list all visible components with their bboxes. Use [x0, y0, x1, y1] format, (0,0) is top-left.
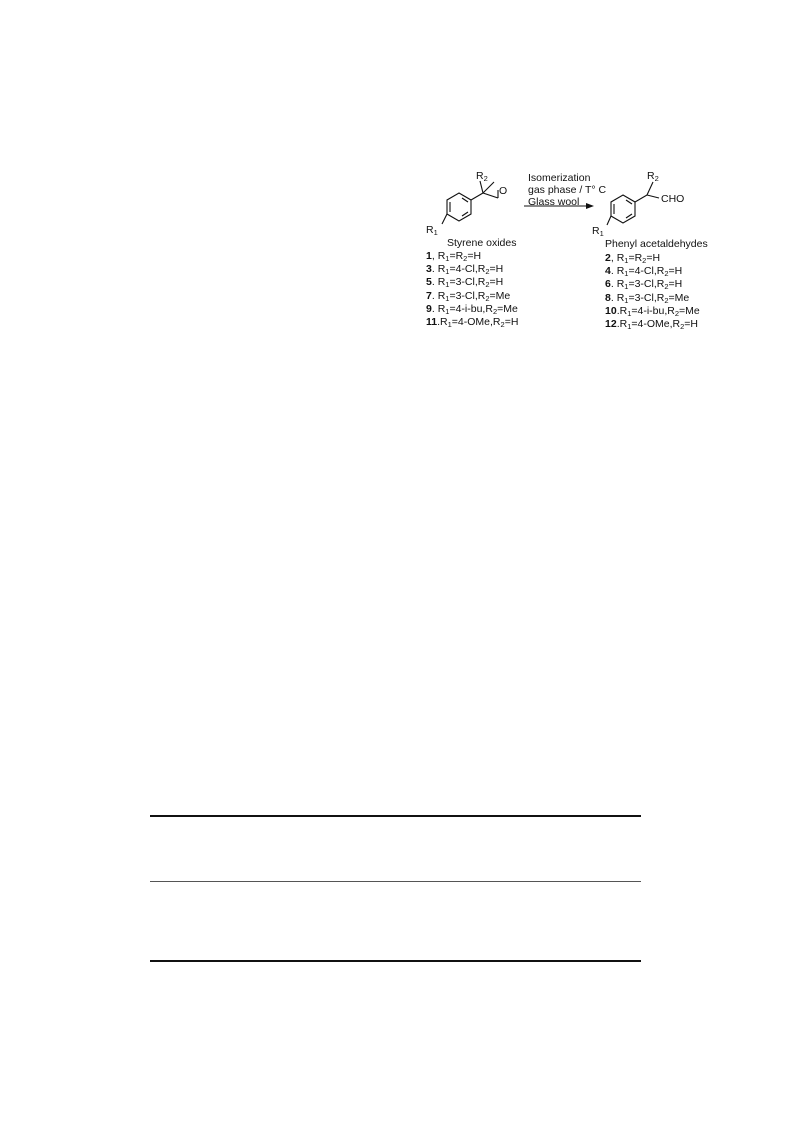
compound-text: =H [489, 263, 504, 276]
compound-subscript: 1 [445, 267, 450, 277]
compound-subscript: 2 [680, 321, 685, 331]
compound-text: =4-i-bu,R [631, 304, 675, 317]
compound-separator: , [610, 252, 617, 264]
compound-number: 12 [605, 317, 617, 330]
compound-text: =R [628, 252, 643, 264]
compound-text: =H [467, 250, 482, 262]
compound-text: R [616, 265, 625, 278]
compound-separator: . [610, 291, 617, 304]
compound-subscript: 1 [445, 293, 450, 303]
compound-number: 10 [605, 304, 617, 317]
product-r1-bond [607, 216, 611, 225]
compound-entry [426, 263, 518, 276]
compound-text: R [619, 304, 628, 317]
table-bottom-rule [150, 960, 641, 962]
compound-subscript: 2 [500, 319, 505, 329]
compound-subscript: 1 [445, 306, 450, 316]
product-benzene-ring [611, 195, 635, 223]
compound-separator: . [431, 276, 438, 289]
product-class-label: Phenyl acetaldehydes [605, 238, 708, 250]
compound-entry [426, 316, 518, 329]
compound-text: R [619, 317, 628, 330]
compound-text: =Me [679, 304, 700, 317]
compound-separator: . [616, 304, 620, 317]
compound-separator: . [616, 317, 620, 330]
compound-text: =H [684, 317, 698, 330]
reactant-r1-label: $R_1$ [426, 224, 438, 237]
compound-text: R [616, 278, 625, 291]
compound-number: 5 [426, 276, 432, 289]
compound-text: =4-OMe,R [451, 315, 501, 328]
compound-text: =Me [489, 289, 511, 302]
compound-number: 1 [426, 250, 432, 262]
compound-separator: . [610, 265, 617, 278]
compound-text: =4-OMe,R [631, 317, 681, 330]
condition-line-3: Glass wool [528, 196, 580, 208]
compound-text: R [440, 315, 448, 328]
reaction-scheme [418, 160, 748, 342]
compound-subscript: 2 [485, 293, 490, 303]
compound-text: =3-Cl,R [449, 289, 486, 302]
compound-text: =Me [497, 302, 518, 315]
compound-number: 8 [605, 291, 611, 304]
compound-text: =4-Cl,R [449, 263, 486, 276]
compound-separator: . [437, 315, 441, 328]
compound-text: =3-Cl,R [628, 278, 665, 291]
compound-number: 9 [426, 302, 432, 315]
compound-separator: , [431, 250, 438, 262]
epoxide-oxygen-label: O [499, 185, 508, 197]
compound-separator: . [431, 263, 438, 276]
compound-subscript: 1 [445, 254, 450, 263]
compound-entry [426, 303, 518, 316]
compound-text: R [437, 289, 446, 302]
compound-number: 11 [426, 315, 438, 328]
compound-entry [426, 290, 518, 303]
compound-text: =4-i-bu,R [449, 302, 493, 315]
condition-line-1: Isomerization [528, 172, 591, 184]
compound-text: =4-Cl,R [628, 265, 665, 278]
compound-text: =H [504, 315, 519, 328]
compound-text: =H [668, 265, 683, 278]
condition-line-2: gas phase / T° C [528, 184, 607, 196]
compound-subscript: 1 [445, 280, 450, 290]
compound-text: =R [449, 250, 464, 262]
product-compound-list [605, 252, 700, 331]
compound-subscript: 2 [485, 280, 490, 290]
compound-text: R [437, 250, 446, 262]
reactant-compound-list [426, 250, 518, 329]
compound-text: =H [489, 276, 504, 289]
compound-separator: . [610, 278, 617, 291]
compound-subscript: 1 [627, 308, 632, 318]
reactant-class-label: Styrene oxides [447, 237, 517, 249]
compound-text: R [437, 276, 446, 289]
aldehyde-cho-label: CHO [661, 193, 685, 205]
reactant-benzene-ring [447, 193, 471, 221]
compound-text: =H [668, 278, 683, 291]
product-side-chain [635, 182, 659, 202]
epoxide-ring [471, 181, 498, 200]
compound-text: =Me [668, 291, 690, 304]
compound-entry [426, 250, 518, 263]
compound-entry [605, 278, 700, 291]
reactant-r2-label: $R_2$ [476, 170, 488, 183]
compound-text: =3-Cl,R [628, 291, 665, 304]
compound-entry [426, 276, 518, 289]
compound-subscript: 2 [674, 308, 680, 318]
compound-subscript: 1 [624, 282, 629, 292]
compound-subscript: 2 [664, 282, 669, 292]
compound-subscript: 2 [463, 254, 468, 263]
compound-subscript: 1 [624, 295, 629, 305]
compound-subscript: 2 [485, 267, 490, 277]
compound-entry [605, 318, 700, 331]
compound-entry [605, 265, 700, 278]
compound-entry [605, 292, 700, 305]
compound-separator: . [431, 302, 438, 315]
compound-number: 3 [426, 263, 432, 276]
compound-entry [605, 305, 700, 318]
compound-number: 4 [605, 265, 611, 278]
product-r2-label: $R_2$ [647, 170, 659, 183]
compound-number: 6 [605, 278, 611, 291]
compound-text: R [616, 291, 625, 304]
compound-subscript: 1 [624, 256, 629, 265]
table-top-rule [150, 815, 641, 817]
compound-subscript: 1 [624, 269, 629, 279]
compound-entry [605, 252, 700, 265]
compound-subscript: 2 [664, 295, 669, 305]
product-r1-label: $R_1$ [592, 225, 604, 238]
reactant-r1-bond [442, 214, 447, 224]
compound-text: R [437, 302, 446, 315]
compound-text: =3-Cl,R [449, 276, 486, 289]
compound-separator: . [431, 289, 438, 302]
compound-subscript: 1 [447, 319, 452, 329]
compound-text: =H [646, 252, 661, 264]
compound-text: R [616, 252, 625, 264]
compound-subscript: 2 [492, 306, 498, 316]
compound-subscript: 2 [664, 269, 669, 279]
compound-subscript: 1 [627, 321, 632, 331]
compound-subscript: 2 [642, 256, 647, 265]
compound-number: 7 [426, 289, 432, 302]
compound-text: R [437, 263, 446, 276]
table-header-rule [150, 881, 641, 882]
compound-number: 2 [605, 252, 611, 264]
